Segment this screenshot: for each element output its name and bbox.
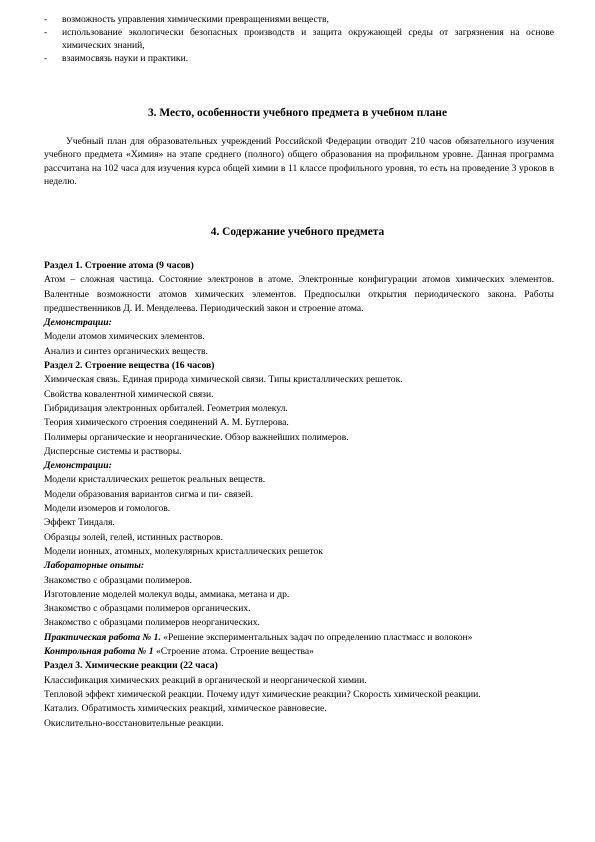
subsection-2-title: Раздел 2. Строение вещества (16 часов) <box>44 360 215 372</box>
text-line: Модели кристаллических решеток реальных веществ. <box>44 474 266 486</box>
text-line: Окислительно-восстановительные реакции. <box>44 717 224 729</box>
text-line: Модели атомов химических элементов. <box>44 331 205 343</box>
text-line: Анализ и синтез органических веществ. <box>44 345 208 357</box>
text-line: Гибридизация электронных орбиталей. Геометрия молекул. <box>44 402 288 414</box>
demonstrations-label: Демонстрации: <box>44 460 112 472</box>
text-line: Полимеры органические и неорганические. Обзор важнейших полимеров. <box>44 431 349 443</box>
practical-work-label: Практическая работа № 1. <box>44 631 161 643</box>
section-3-heading: 3. Место, особенности учебного предмета в учебном плане <box>147 107 447 119</box>
text-line: Знакомство с образцами полимеров неорганических. <box>44 617 260 629</box>
test-work-label: Контрольная работа № 1 <box>44 646 154 658</box>
subsection-3-title: Раздел 3. Химические реакции (22 часа) <box>44 660 218 672</box>
text-line: Теория химического строения соединений А. М. Бутлерова. <box>44 417 289 429</box>
demonstrations-label: Демонстрации: <box>44 317 112 329</box>
list-item: - взаимосвязь науки и практики. <box>44 53 189 64</box>
lab-experiments-label: Лабораторные опыты: <box>44 560 145 572</box>
test-work-line: Контрольная работа № 1 «Строение атома. Строение вещества» <box>44 646 314 658</box>
text-line: Модели изомеров и гомологов. <box>44 503 171 515</box>
goals-bullet-list <box>44 13 554 65</box>
text-line: Катализ. Обратимость химических реакций, химическое равновесие. <box>44 703 327 715</box>
section-3-paragraph: Учебный план для образовательных учреждений Российской Федерации отводит 210 часов обязательного изучения учебного предмета «Химия» на этапе среднего (полного) общего образования на профильном уровне. Данная программа рассчитана на 102 часа для изучения курса общей химии в 11 классе профильного уровня, то есть на проведение 3 уроков в неделю. <box>44 136 554 188</box>
list-item: - использование экологически безопасных производств и защита окружающей среды от загрязнения на основе химических знаний, <box>44 27 554 51</box>
text-line: Изготовление моделей молекул воды, аммиака, метана и др. <box>44 588 290 600</box>
text-line: Модели ионных, атомных, молекулярных кристаллических решеток <box>44 545 323 557</box>
practical-work-line: Практическая работа № 1. «Решение экспериментальных задач по определению пластмасс и волокон» <box>44 631 473 643</box>
text-line: Знакомство с образцами полимеров. <box>44 574 192 586</box>
section-4-content <box>44 259 554 731</box>
subsection-1-title: Раздел 1. Строение атома (9 часов) <box>44 260 194 271</box>
text-line: Атом – сложная частица. Состояние электронов в атоме. Электронные конфигурации атомов химических элементов. Валентные возможности атомов химических элементов. Предпосылки открытия периодического закона. Работы предшественников Д. И. Менделеева. Периодический закон и строение атома. <box>44 274 554 314</box>
text-line: Дисперсные системы и растворы. <box>44 445 182 457</box>
section-4-heading: 4. Содержание учебного предмета <box>210 226 385 238</box>
text-line: Классификация химических реакций в органической и неорганической химии. <box>44 674 367 686</box>
text-line: Образцы золей, гелей, истинных растворов. <box>44 531 223 543</box>
text-line: Модели образования вариантов сигма и пи- связей. <box>44 488 253 500</box>
text-line: Тепловой эффект химической реакции. Почему идут химические реакции? Скорость химической реакции. <box>44 688 481 700</box>
text-line: Химическая связь. Единая природа химической связи. Типы кристаллических решеток. <box>44 374 403 386</box>
text-line: Свойства ковалентной химической связи. <box>44 388 214 400</box>
list-item: - возможность управления химическими превращениями веществ, <box>44 14 329 25</box>
text-line: Эффект Тиндаля. <box>44 517 115 529</box>
text-line: Знакомство с образцами полимеров органических. <box>44 603 251 615</box>
